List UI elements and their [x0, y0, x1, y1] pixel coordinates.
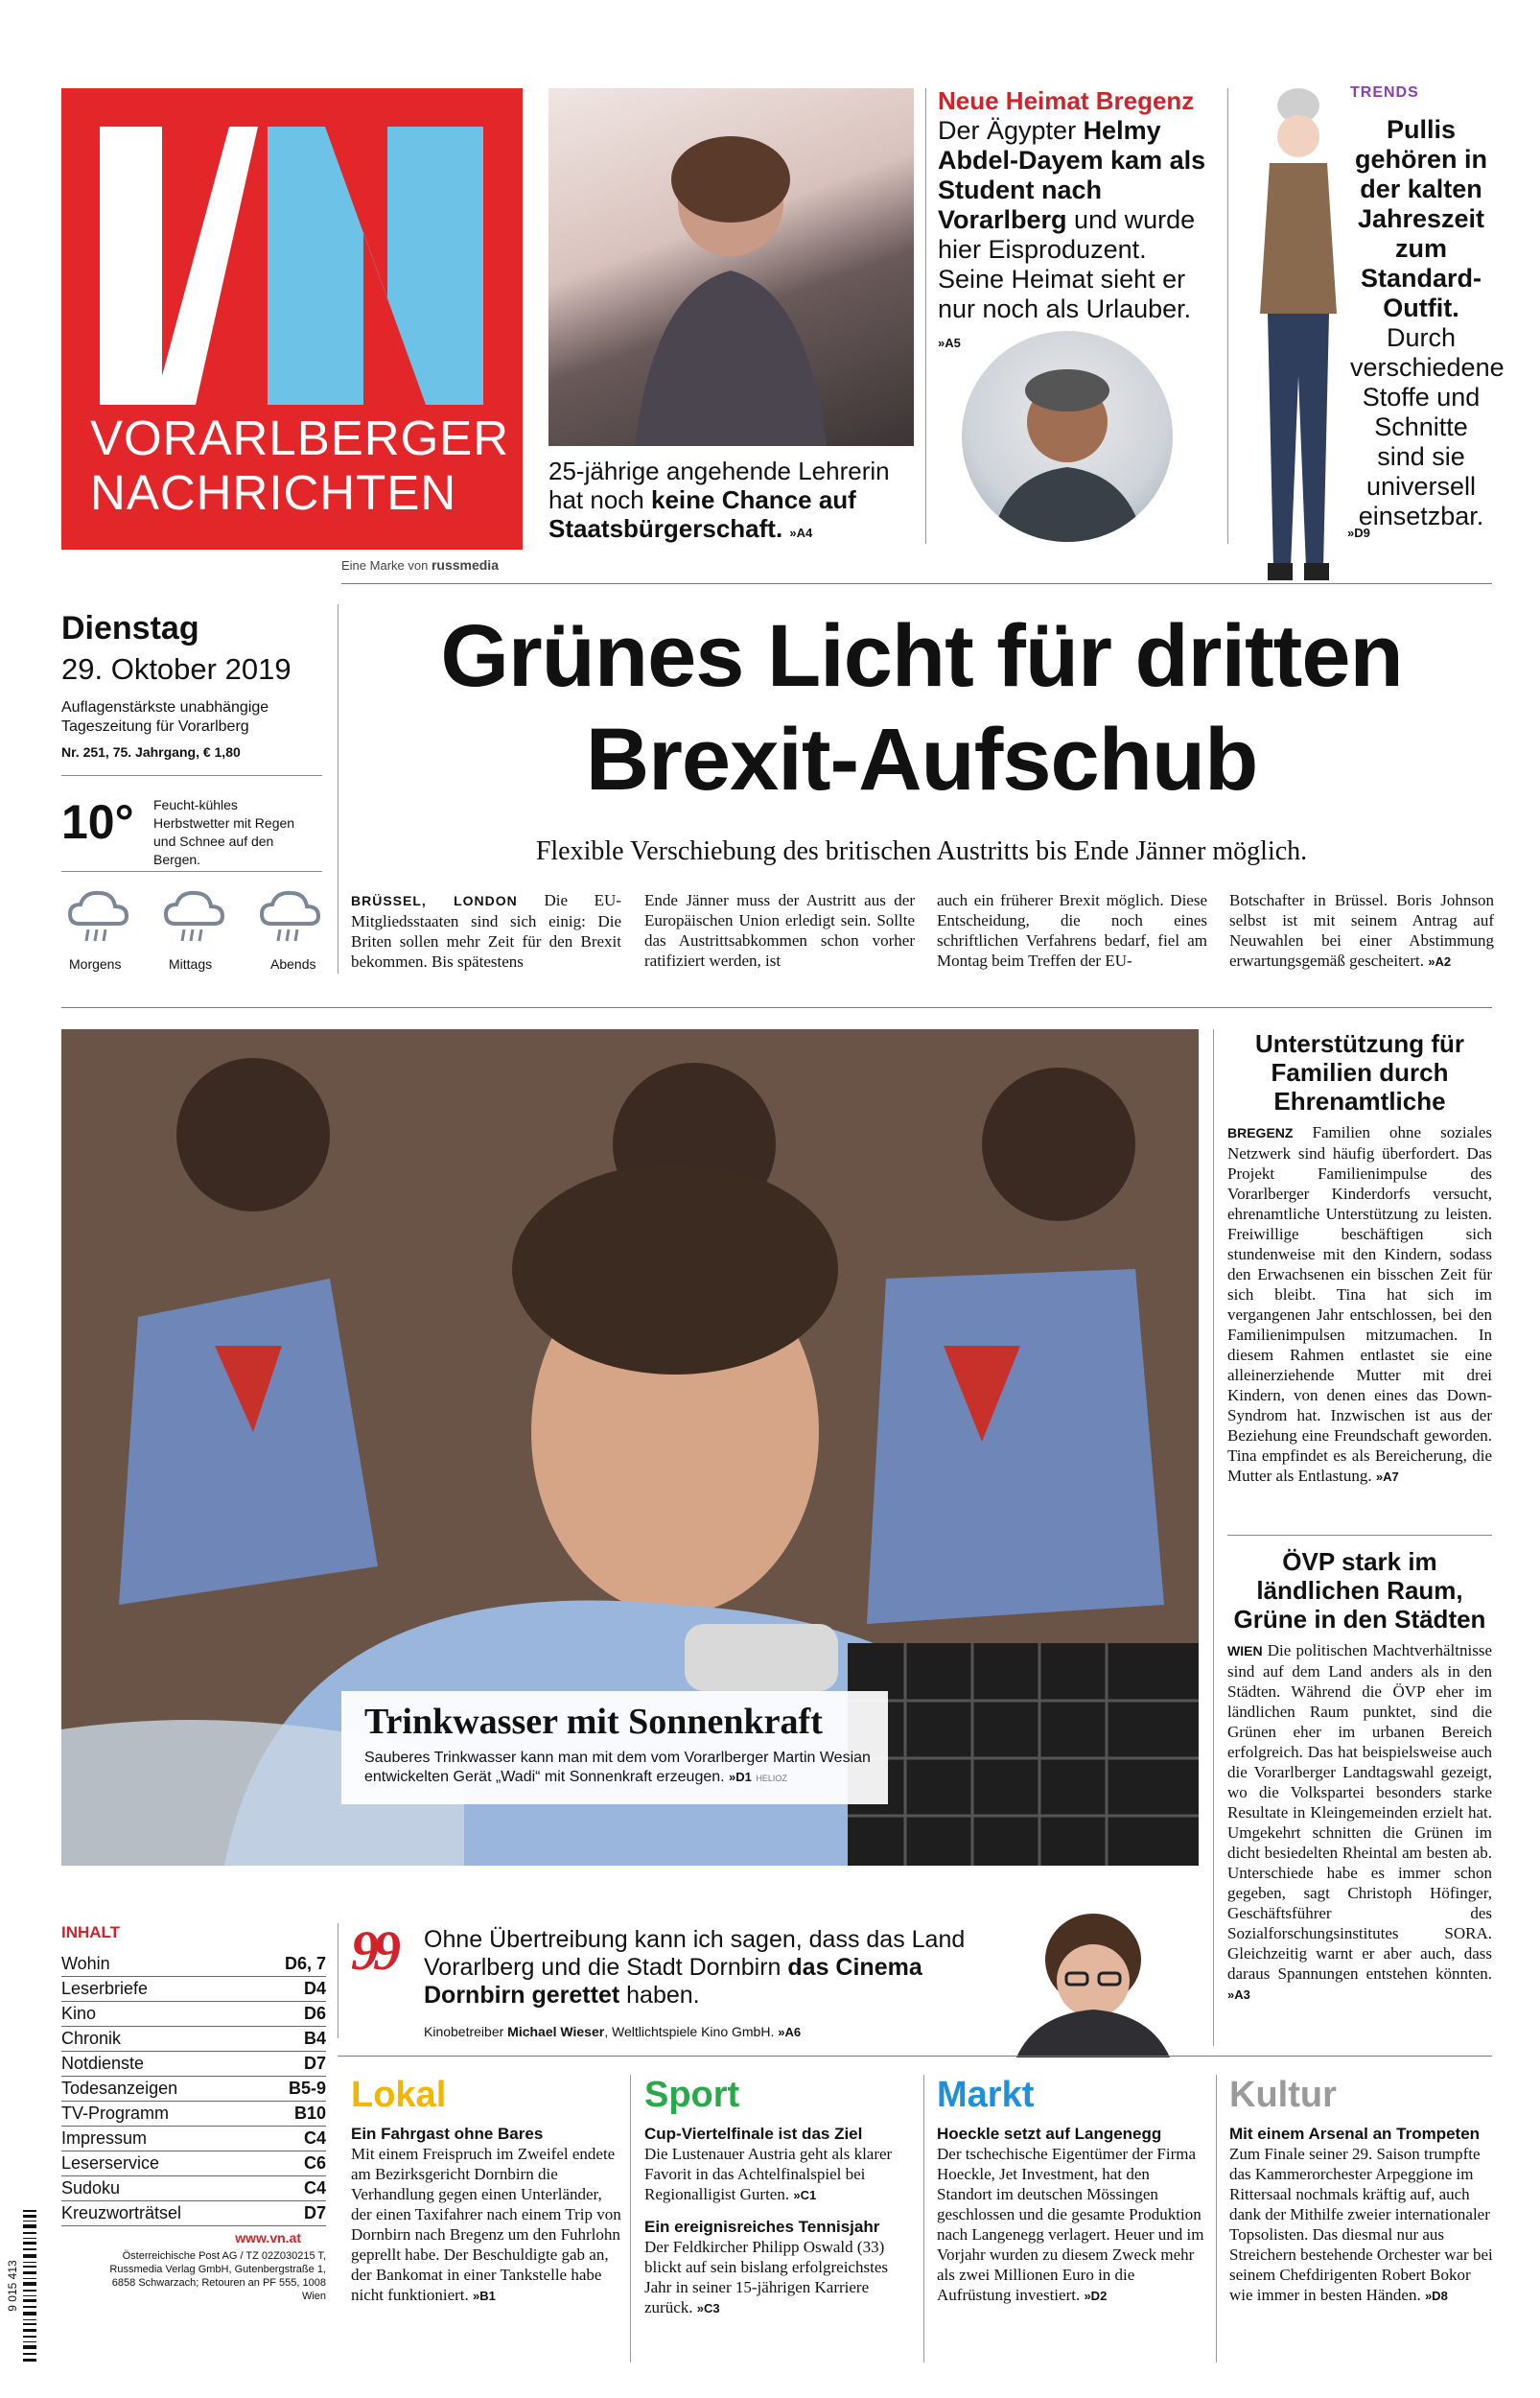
lead-ref[interactable]: »A2 — [1428, 954, 1452, 969]
toc-row-page: D6 — [303, 2004, 326, 2023]
toc-row-label: Notdienste — [61, 2054, 145, 2073]
section-title-kultur[interactable]: Kultur — [1229, 2075, 1337, 2115]
teaser-lehrerin-text — [548, 457, 918, 548]
toc-row[interactable] — [61, 2027, 326, 2052]
divider — [61, 871, 322, 872]
section-lokal — [351, 2075, 621, 2306]
teaser-heimat-bold: Helmy Abdel-Dayem kam als Student nach Vorarlberg — [938, 116, 1206, 234]
toc-row[interactable] — [61, 2176, 326, 2201]
masthead-name-line2: NACHRICHTEN — [90, 465, 457, 520]
toc-row-page: D6, 7 — [284, 1954, 326, 1973]
lead-headline-line1: Grünes Licht für dritten — [440, 607, 1403, 705]
divider — [1213, 1029, 1214, 2046]
rain-cloud-icon — [65, 887, 132, 947]
divider — [1227, 88, 1228, 544]
teaser-lehrerin-bold: keine Chance auf Staatsbürgerschaft. — [548, 485, 856, 543]
section-kultur — [1229, 2075, 1494, 2306]
toc-url[interactable]: www.vn.at — [235, 2230, 301, 2245]
section-item-body — [1229, 2144, 1494, 2306]
quote-end: haben. — [619, 1982, 700, 2009]
section-item-text: Mit einem Freispruch im Zweifel endete am Bezirksgericht Dornbirn die Verhandlung gegen einen Unterländer, der einen Taxifahrer nach einem Trip von Dornbirn nach Bregenz um den Fuhrlohn geprellt habe. Der Beschuldigte gab an, der Bankomat in einer Tankstelle habe nicht funktioniert. — [351, 2145, 621, 2304]
teaser-heimat-ref[interactable]: »A5 — [938, 336, 961, 350]
toc-row[interactable] — [61, 2052, 326, 2077]
teaser-heimat-text-a: Der Ägypter — [938, 116, 1084, 145]
teaser-trends-text — [1350, 115, 1505, 531]
weather-periods — [61, 887, 330, 974]
wieser-portrait — [978, 1904, 1199, 2057]
section-title-sport[interactable]: Sport — [644, 2075, 740, 2115]
toc-row-page: C6 — [303, 2153, 326, 2173]
teaser-trends-ref[interactable]: »D9 — [1347, 526, 1370, 540]
divider — [1227, 1535, 1492, 1536]
toc-row-label: Kreuzworträtsel — [61, 2203, 182, 2222]
toc-title: INHALT — [61, 1923, 121, 1941]
divider — [1216, 2075, 1217, 2363]
toc-row[interactable] — [61, 1977, 326, 2002]
barcode — [0, 2206, 38, 2369]
dateline-weekday: Dienstag — [61, 610, 199, 647]
side1-headline: Unterstützung für Familien durch Ehrenamtliche — [1254, 1029, 1465, 1116]
section-item-head: Cup-Viertelfinale ist das Ziel — [644, 2125, 863, 2143]
photo-story-caption-text: Sauberes Trinkwasser kann man mit dem vom Vorarlberger Martin Wesian entwickelten Gerät „Wadi“ mit Sonnenkraft erzeugen. — [364, 1750, 871, 1785]
quote-source-name: Michael Wieser — [507, 2024, 605, 2039]
section-title-markt[interactable]: Markt — [937, 2075, 1035, 2115]
photo-story-title: Trinkwasser mit Sonnenkraft — [364, 1702, 823, 1742]
section-sport — [644, 2075, 915, 2318]
section-item-head: Ein ereignisreiches Tennisjahr — [644, 2218, 880, 2236]
toc-row[interactable] — [61, 2201, 326, 2226]
lead-col-2: Ende Jänner muss der Austritt aus der Europäischen Union erledigt sein. Sollte das Austrittsabkommen schon vorher ratifiziert werden, ist — [644, 891, 915, 970]
toc-row-label: Impressum — [61, 2128, 148, 2148]
teaser-lehrerin-plain: 25-jährige angehende Lehrerin hat noch — [548, 457, 890, 514]
section-item-ref[interactable]: »D2 — [1084, 2289, 1108, 2303]
trends-photo — [1229, 88, 1354, 587]
divider — [925, 88, 926, 544]
dateline-date: 29. Oktober 2019 — [61, 652, 292, 686]
side1-text: Familien ohne soziales Netzwerk sind häufig überfordert. Das Projekt Familienimpulse des Vorarlberger Kinderdorfs versucht, ehrenamtliche Unterstützung zu leisten. Freiwillige beschäftigen sich stundenweise mit den Kindern, sodass den Erwachsenen ein bisschen Zeit für sich bleibt. Tina hat sich im vergangenen Jahr entschlossen, bei den Familienimpulsen mitzumachen. In diesem Rahmen entlastet sie eine alleinerziehende Mutter mit drei Kindern, von denen eines das Down-Syndrom hat. Inzwischen ist aus der Beziehung eine Freundschaft geworden. Tina empfindet es als Bereicherung, die Mutter als Entlastung. — [1227, 1123, 1492, 1485]
weather-label: Mittags — [169, 956, 213, 972]
dateline-issue: Nr. 251, 75. Jahrgang, € 1,80 — [61, 744, 241, 760]
section-item-ref[interactable]: »C1 — [793, 2188, 817, 2202]
helmy-portrait — [962, 331, 1173, 542]
section-item-text: Der Feldkircher Philipp Oswald (33) blickt auf sein bislang erfolgreichstes Jahr in seiner 15-jährigen Karriere zurück. — [644, 2238, 888, 2316]
imprint: Österreichische Post AG / TZ 02Z030215 T, Russmedia Verlag GmbH, Gutenbergstraße 1, 6858 Schwarzach; Retouren an PF 555, 1008 Wien — [109, 2250, 326, 2302]
toc-row[interactable] — [61, 1952, 326, 1977]
section-markt — [937, 2075, 1207, 2306]
lead-subhead: Flexible Verschiebung des britischen Austritts bis Ende Jänner möglich. — [535, 836, 1308, 866]
teaser-trends-plain: Durch verschiedene Stoffe und Schnitte sind sie universell einsetzbar. — [1350, 323, 1505, 530]
quote-source-a: Kinobetreiber — [424, 2024, 508, 2039]
section-item-ref[interactable]: »C3 — [696, 2301, 720, 2316]
toc-row-label: Leserbriefe — [61, 1979, 149, 1998]
side2-body — [1227, 1640, 1492, 2005]
teaser-heimat-kicker: Neue Heimat Bregenz — [938, 86, 1195, 115]
toc-row[interactable] — [61, 2151, 326, 2176]
section-title-lokal[interactable]: Lokal — [351, 2075, 447, 2115]
toc-row[interactable] — [61, 2002, 326, 2027]
side2-headline: ÖVP stark im ländlichen Raum, Grüne in den Städten — [1233, 1547, 1486, 1634]
photo-story-ref[interactable]: »D1 — [729, 1770, 752, 1784]
masthead-logo — [61, 88, 523, 550]
toc-row-label: TV-Programm — [61, 2104, 170, 2123]
side2-ref[interactable]: »A3 — [1227, 1987, 1250, 2002]
lead-dateline: BRÜSSEL, LONDON — [351, 893, 518, 908]
section-item-head: Mit einem Arsenal an Trompeten — [1229, 2125, 1481, 2143]
toc-row[interactable] — [61, 2102, 326, 2127]
weather-label: Morgens — [69, 956, 122, 972]
side1-dateline: BREGENZ — [1227, 1125, 1294, 1140]
section-item-text: Der tschechische Eigentümer der Firma Hoeckle, Jet Investment, hat den Standort im deutschen Mössingen geschlossen und die gesamte Produktion nach Langenegg verlagert. Heuer und im Vorjahr wurden zu diesem Zweck mehr als zwei Millionen Euro in die Aufrüstung investiert. — [937, 2145, 1204, 2304]
quote-plain: Ohne Übertreibung kann ich sagen, dass das Land Vorarlberg und die Stadt Dornbirn — [424, 1926, 966, 1981]
section-item-text: Zum Finale seiner 29. Saison trumpfte das Kammerorchester Arpeggione im Rittersaal nochmals kräftig auf, auch dank der Mithilfe zweier internationaler Topsolisten. Das diesmal nur aus Streichern bestehende Orchester war bei seinem Chefdirigenten Robert Bokor wie immer in besten Händen. — [1229, 2145, 1493, 2304]
photo-credit: HELIOZ — [756, 1774, 787, 1783]
divider — [923, 2075, 924, 2363]
section-item-head: Ein Fahrgast ohne Bares — [351, 2125, 544, 2143]
weather-text: Feucht-kühles Herbstwetter mit Regen und Schnee auf den Bergen. — [153, 797, 295, 867]
toc-row-label: Chronik — [61, 2029, 122, 2048]
section-item-ref[interactable]: »D8 — [1424, 2289, 1448, 2303]
toc-row-page: D7 — [303, 2203, 326, 2222]
brand-note-label: Eine Marke von — [341, 558, 429, 573]
russmedia-logo: russmedia — [431, 557, 499, 573]
brand-note — [341, 557, 499, 573]
divider — [630, 2075, 631, 2363]
teacher-figure-icon — [548, 88, 914, 446]
person-icon — [962, 331, 1173, 542]
teaser-trends-bold: Pullis gehören in der kalten Jahreszeit zum Standard-Outfit. — [1354, 115, 1487, 322]
lead-col-3: auch ein früherer Brexit möglich. Diese Entscheidung, die noch eines schriftlichen Verfahrens bedarf, fiel am Montag beim Treffen der EU- — [937, 891, 1207, 970]
barcode-digits: 9 015 413 — [6, 2260, 19, 2312]
section-item-ref[interactable]: »B1 — [473, 2289, 496, 2303]
weather-temp: 10° — [61, 795, 134, 849]
toc-row-label: Leserservice — [61, 2153, 160, 2173]
dateline-claim: Auflagenstärkste unabhängige Tageszeitung für Vorarlberg — [61, 699, 269, 735]
toc-row-page: C4 — [303, 2128, 326, 2148]
masthead-name-line1: VORARLBERGER — [90, 411, 510, 465]
photo-caption-box — [341, 1691, 888, 1804]
lead-col-4 — [1229, 890, 1494, 972]
quote-mark-icon: 99 — [351, 1919, 395, 1982]
toc-row-page: B4 — [303, 2029, 326, 2048]
side2-dateline: WIEN — [1227, 1643, 1263, 1658]
lead-col1-text: Die EU-Mitgliedsstaaten sind sich einig: Die Briten sollen mehr Zeit für den Brexit bekommen. Bis spätestens — [351, 891, 621, 971]
toc-row-label: Wohin — [61, 1954, 110, 1973]
side1-body — [1227, 1122, 1492, 1487]
lead-headline — [351, 604, 1492, 811]
quote-text — [424, 1926, 980, 2010]
section-item-body — [644, 2144, 915, 2205]
model-figure-icon — [1229, 88, 1354, 587]
quote-ref[interactable]: »A6 — [778, 2025, 802, 2039]
teaser-lehrerin-ref[interactable]: »A4 — [789, 526, 813, 540]
toc-row[interactable] — [61, 2077, 326, 2102]
teaser-heimat-text-b: und wurde hier Eisproduzent. Seine Heimat sieht er nur noch als Urlauber. — [938, 205, 1196, 323]
toc-row-page: B5-9 — [288, 2079, 326, 2098]
lead-headline-line2: Brexit-Aufschub — [585, 711, 1258, 809]
quote-bold: das Cinema Dornbirn gerettet — [424, 1954, 922, 2009]
section-item-head: Hoeckle setzt auf Langenegg — [937, 2125, 1162, 2143]
top-rule — [341, 583, 1492, 584]
weather-label: Abends — [270, 956, 316, 972]
teaser-heimat — [938, 86, 1216, 358]
section-item-body — [937, 2144, 1207, 2306]
divider — [61, 775, 322, 776]
toc-row-page: D4 — [303, 1979, 326, 1998]
toc-row-label: Todesanzeigen — [61, 2079, 178, 2098]
quote-source — [424, 2024, 801, 2039]
rain-cloud-icon — [257, 887, 324, 947]
section-item-text: Die Lustenauer Austria geht als klarer Favorit in das Achtelfinalspiel bei Regionalligist Gurten. — [644, 2145, 893, 2203]
rain-cloud-icon — [161, 887, 228, 947]
section-rule — [61, 1007, 1492, 1008]
section-item-body — [351, 2144, 621, 2306]
quote-source-b: , Weltlichtspiele Kino GmbH. — [604, 2024, 775, 2039]
person-icon — [978, 1904, 1199, 2057]
side1-ref[interactable]: »A7 — [1375, 1469, 1399, 1484]
toc-row[interactable] — [61, 2127, 326, 2151]
lead-col4-text: Botschafter in Brüssel. Boris Johnson selbst ist mit seinem Antrag auf Neuwahlen bei einer Abstimmung erwartungsgemäß gescheitert. — [1229, 891, 1494, 970]
toc-row-page: C4 — [303, 2178, 326, 2198]
toc-row-page: B10 — [293, 2104, 326, 2123]
section-rule — [338, 2056, 1492, 2057]
trends-kicker: TRENDS — [1350, 84, 1419, 101]
section-item-body — [644, 2237, 915, 2318]
toc-row-label: Sudoku — [61, 2178, 121, 2198]
toc-row-page: D7 — [303, 2054, 326, 2073]
side2-text: Die politischen Machtverhältnisse sind auf dem Land anders als in den Städten. Während die ÖVP eher im ländlichen Raum punktet, sind die Grünen eher im urbanen Bereich erfolgreich. Das hat beispielsweise auch die Vorarlberger Landtagswahl gezeigt, wo die Volkspartei besonders starke Resultate in Kleingemeinden erzielt hat. Umgekehrt schnitten die Grünen im dicht besiedelten Rheintal am besten ab. Unterschiede habe es immer schon gegeben, sagt Christoph Höfinger, Geschäftsführer des Sozialforschungsinstitutes SORA. Gleichzeitig warnt er aber auch, dass daraus Spannungen entstehen könnten. — [1227, 1641, 1492, 1983]
lead-col-1 — [351, 890, 621, 972]
toc-list — [61, 1952, 326, 2226]
toc-row-label: Kino — [61, 2004, 97, 2023]
teacher-photo — [548, 88, 914, 446]
main-photo — [61, 1029, 1199, 1866]
photo-story-caption — [364, 1749, 882, 1788]
